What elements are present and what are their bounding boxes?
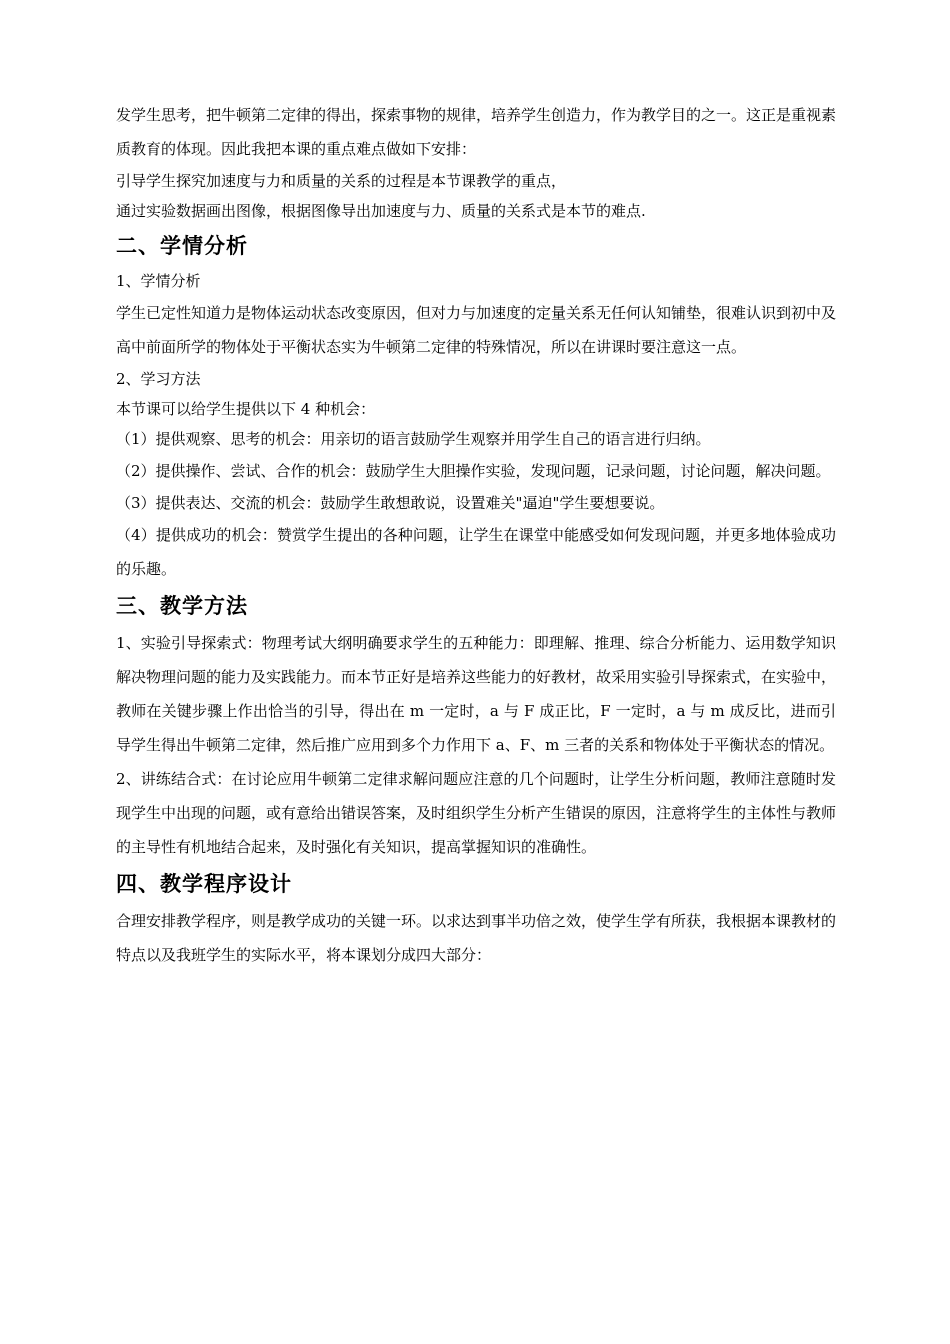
subsection-title-learning-method: 2、学习方法 [116, 370, 201, 388]
student-analysis-paragraph: 学生已定性知道力是物体运动状态改变原因，但对力与加速度的定量关系无任何认知铺垫，很难认识到初中及高中前面所学的物体处于平衡状态实为牛顿第二定律的特殊情况，所以在讲课时要注意这一点。 [116, 304, 837, 356]
opportunity-item-3: （3）提供表达、交流的机会：鼓励学生敢想敢说，设置难关"逼迫"学生要想要说。 [116, 494, 665, 512]
section-heading-teaching-method: 三、教学方法 [116, 594, 248, 618]
section-heading-student-analysis: 二、学情分析 [116, 234, 248, 258]
document-body [116, 98, 836, 972]
opportunity-item-2: （2）提供操作、尝试、合作的机会：鼓励学生大胆操作实验，发现问题，记录问题，讨论问题，解决问题。 [116, 462, 831, 480]
difficult-point-paragraph: 通过实验数据画出图像，根据图像导出加速度与力、质量的关系式是本节的难点. [116, 202, 646, 220]
opportunity-item-4: （4）提供成功的机会：赞赏学生提出的各种问题，让学生在课堂中能感受如何发现问题，并更多地体验成功的乐趣。 [116, 526, 836, 578]
section-heading-teaching-procedure: 四、教学程序设计 [116, 872, 292, 896]
teaching-method-2-paragraph: 2、讲练结合式：在讨论应用牛顿第二定律求解问题应注意的几个问题时，让学生分析问题，教师注意随时发现学生中出现的问题，或有意给出错误答案，及时组织学生分析产生错误的原因，注意将学生的主体性与教师的主导性有机地结合起来，及时强化有关知识，提高掌握知识的准确性。 [116, 770, 837, 856]
intro-continuation-paragraph: 发学生思考，把牛顿第二定律的得出，探索事物的规律，培养学生创造力，作为教学目的之一。这正是重视素质教育的体现。因此我把本课的重点难点做如下安排： [116, 106, 837, 158]
teaching-procedure-paragraph: 合理安排教学程序，则是教学成功的关键一环。以求达到事半功倍之效，使学生学有所获，我根据本课教材的特点以及我班学生的实际水平，将本课划分成四大部分： [116, 912, 837, 964]
subsection-title-student-analysis: 1、学情分析 [116, 272, 201, 290]
teaching-method-1-paragraph: 1、实验引导探索式：物理考试大纲明确要求学生的五种能力：即理解、推理、综合分析能力、运用数学知识解决物理问题的能力及实践能力。而本节正好是培养这些能力的好教材，故采用实验引导探索式，在实验中，教师在关键步骤上作出恰当的引导，得出在 m 一定时，a 与 F 成正比，F 一定时，a 与 m 成反比，进而引导学生得出牛顿第二定律，然后推广应用到多个力作用下 a、F、m 三者的关系和物体处于平衡状态的情况。 [116, 634, 837, 754]
key-point-paragraph: 引导学生探究加速度与力和质量的关系的过程是本节课教学的重点， [116, 172, 567, 190]
learning-method-intro: 本节课可以给学生提供以下 4 种机会： [116, 400, 376, 418]
opportunity-item-1: （1）提供观察、思考的机会：用亲切的语言鼓励学生观察并用学生自己的语言进行归纳。 [116, 430, 711, 448]
